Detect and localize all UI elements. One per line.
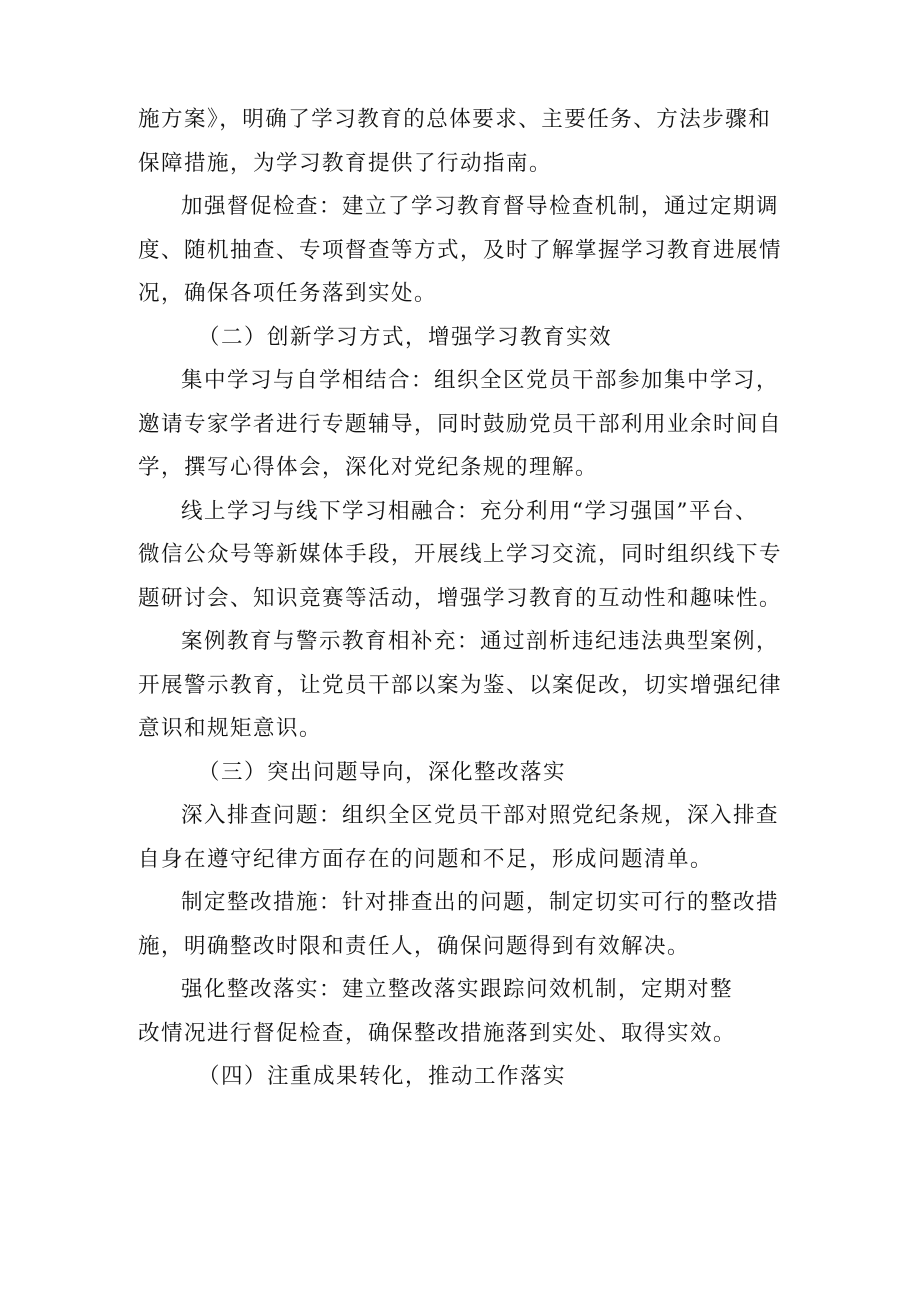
text-line: 深入排查问题：组织全区党员干部对照党纪条规，深入排查 bbox=[181, 803, 780, 828]
section-heading-3 bbox=[138, 751, 790, 795]
paragraph-continuation bbox=[138, 98, 790, 185]
document-body bbox=[138, 98, 790, 1099]
paragraph-centralized-study bbox=[138, 359, 790, 490]
paragraph-online-offline bbox=[138, 490, 790, 621]
text-line: 线上学习与线下学习相融合：充分利用“学习强国”平台、 bbox=[181, 498, 758, 524]
text-line: 邀请专家学者进行专题辅导，同时鼓励党员干部利用业余时间自 bbox=[138, 411, 783, 437]
paragraph-case-education bbox=[138, 620, 790, 751]
text-line: 开展警示教育，让党员干部以案为鉴、以案促改，切实增强纪律 bbox=[138, 672, 783, 698]
text-line: 学，撰写心得体会，深化对党纪条规的理解。 bbox=[138, 455, 599, 480]
heading-text: （二）创新学习方式，增强学习教育实效 bbox=[198, 324, 613, 350]
text-line: 微信公众号等新媒体手段，开展线上学习交流，同时组织线下专 bbox=[138, 542, 783, 567]
text-line: 案例教育与警示教育相补充：通过剖析违纪违法典型案例， bbox=[181, 629, 780, 654]
heading-text: （三）突出问题导向，深化整改落实 bbox=[198, 759, 567, 785]
text-line: 施方案》，明确了学习教育的总体要求、主要任务、方法步骤和 bbox=[138, 107, 772, 132]
text-line: 施，明确整改时限和责任人，确保问题得到有效解决。 bbox=[138, 933, 691, 959]
text-line: 题研讨会、知识竞赛等活动，增强学习教育的互动性和趣味性。 bbox=[138, 585, 783, 611]
text-line: 况，确保各项任务落到实处。 bbox=[138, 281, 438, 306]
text-line: 自身在遵守纪律方面存在的问题和不足，形成问题清单。 bbox=[138, 846, 714, 872]
text-line: 制定整改措施：针对排查出的问题，制定切实可行的整改措 bbox=[181, 890, 780, 915]
paragraph-supervision bbox=[138, 185, 790, 316]
paragraph-rectification-measures bbox=[138, 881, 790, 968]
text-line: 加强督促检查：建立了学习教育督导检查机制，通过定期调 bbox=[181, 194, 780, 219]
section-heading-4 bbox=[138, 1055, 790, 1099]
section-heading-2 bbox=[138, 316, 790, 360]
text-line: 度、随机抽查、专项督查等方式，及时了解掌握学习教育进展情 bbox=[138, 237, 783, 263]
text-line: 改情况进行督促检查，确保整改措施落到实处、取得实效。 bbox=[138, 1020, 737, 1046]
text-line: 强化整改落实：建立整改落实跟踪问效机制，定期对整 bbox=[181, 977, 734, 1002]
text-line: 意识和规矩意识。 bbox=[138, 716, 323, 741]
paragraph-rectification-implementation bbox=[138, 968, 790, 1055]
heading-text: （四）注重成果转化，推动工作落实 bbox=[198, 1064, 567, 1089]
text-line: 保障措施，为学习教育提供了行动指南。 bbox=[138, 150, 553, 176]
text-line: 集中学习与自学相结合：组织全区党员干部参加集中学习， bbox=[181, 368, 780, 393]
paragraph-investigate-problems bbox=[138, 794, 790, 881]
